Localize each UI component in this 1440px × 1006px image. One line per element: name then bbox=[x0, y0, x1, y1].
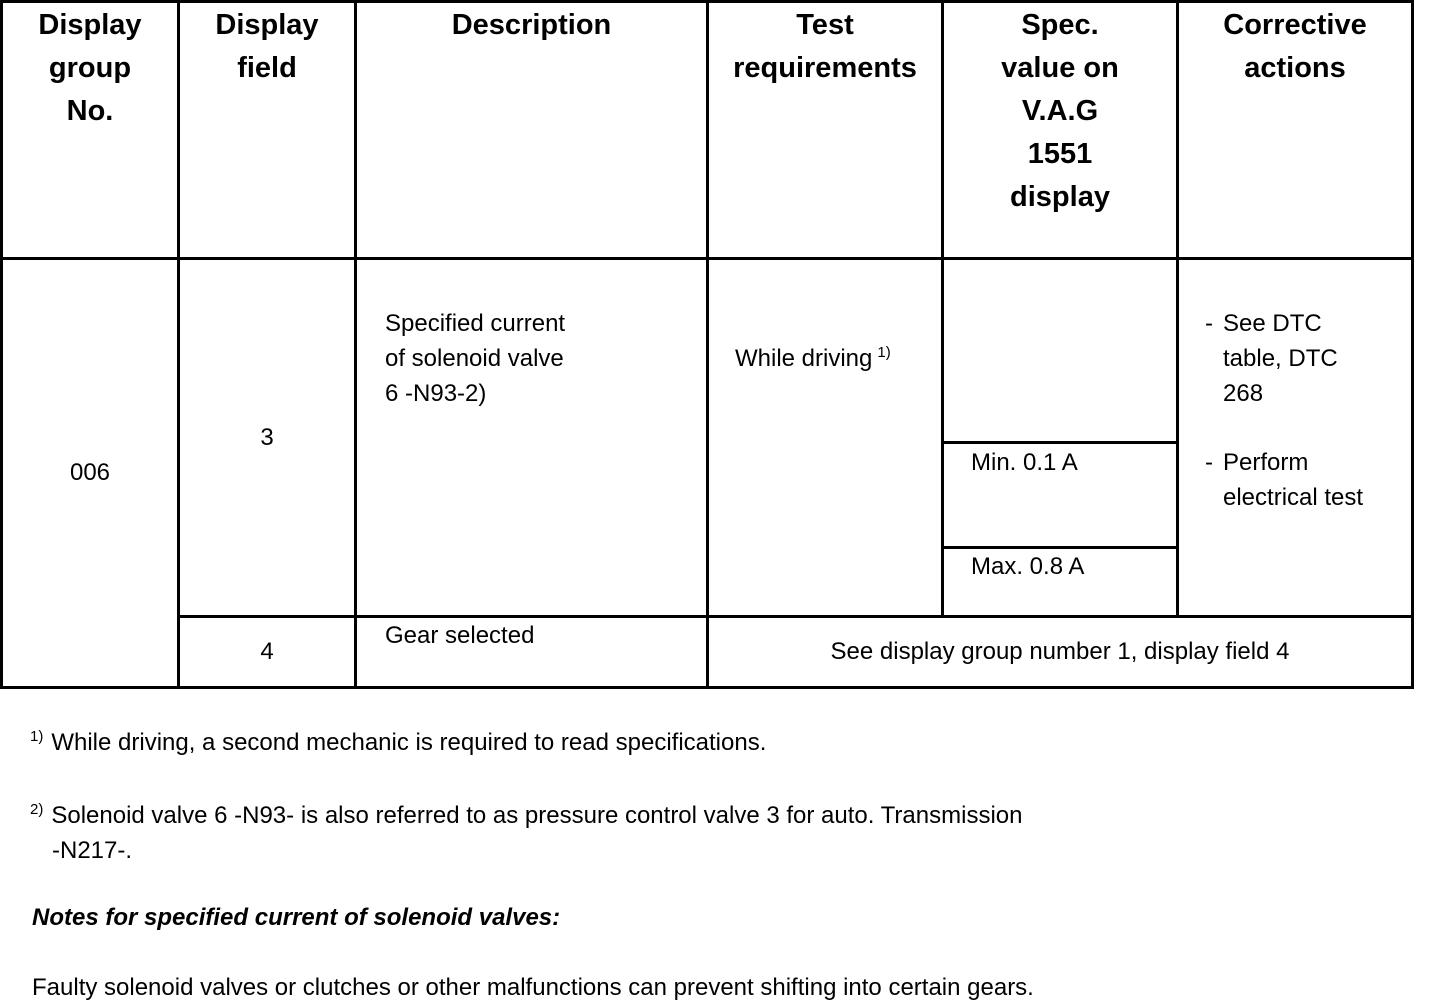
action-dash-2: - bbox=[1205, 449, 1213, 476]
col-divider-2 bbox=[354, 0, 357, 689]
footnote-ref-1: 1) bbox=[877, 344, 891, 361]
header-test-requirements: Test requirements bbox=[733, 9, 917, 84]
footnote-2-text: Solenoid valve 6 -N93- is also referred to as pressure control valve 3 for auto. Transmission bbox=[51, 802, 1023, 829]
spec-min: Min. 0.1 A bbox=[971, 449, 1078, 476]
header-corrective-actions: Corrective actions bbox=[1223, 9, 1367, 84]
footnote-1-text: While driving, a second mechanic is required to read specifications. bbox=[51, 729, 767, 756]
see-display-group-reference: See display group number 1, display field 4 bbox=[830, 638, 1290, 665]
display-field-4: 4 bbox=[260, 638, 274, 665]
header-spec-value: Spec. value on V.A.G 1551 display bbox=[1001, 9, 1119, 213]
footnote-2-continuation: -N217-. bbox=[52, 837, 133, 864]
description-specified-current: Specified current of solenoid valve 6 -N93-2) bbox=[385, 310, 566, 407]
test-requirement-text: While driving bbox=[735, 345, 873, 372]
header-display-group-no: Display group No. bbox=[38, 9, 142, 127]
spec-max: Max. 0.8 A bbox=[971, 553, 1085, 580]
footnote-1 bbox=[30, 725, 766, 760]
col-divider-3 bbox=[706, 0, 709, 689]
action-see-dtc: See DTC table, DTC 268 bbox=[1223, 310, 1338, 407]
col-divider-5 bbox=[1176, 0, 1179, 618]
header-description: Description bbox=[451, 9, 612, 41]
footnote-2-mark: 2) bbox=[30, 801, 44, 818]
notes-heading: Notes for specified current of solenoid valves: bbox=[32, 904, 561, 931]
action-perform-electrical-test: Perform electrical test bbox=[1223, 449, 1364, 511]
header-display-field: Display field bbox=[215, 9, 319, 84]
display-group-number: 006 bbox=[69, 459, 111, 486]
footnote-2 bbox=[30, 798, 1022, 833]
display-field-3: 3 bbox=[260, 424, 274, 451]
footnote-1-mark: 1) bbox=[30, 728, 44, 745]
col-divider-1 bbox=[177, 0, 180, 689]
action-dash-1: - bbox=[1205, 310, 1213, 337]
table-border-right bbox=[1411, 0, 1414, 689]
description-gear-selected: Gear selected bbox=[385, 622, 535, 649]
test-requirement bbox=[735, 306, 935, 376]
notes-text: Faulty solenoid valves or clutches or other malfunctions can prevent shifting into certain gears. bbox=[32, 974, 1034, 1001]
table-border-row-divider bbox=[178, 615, 1414, 618]
spec-divider-1 bbox=[942, 441, 1178, 444]
